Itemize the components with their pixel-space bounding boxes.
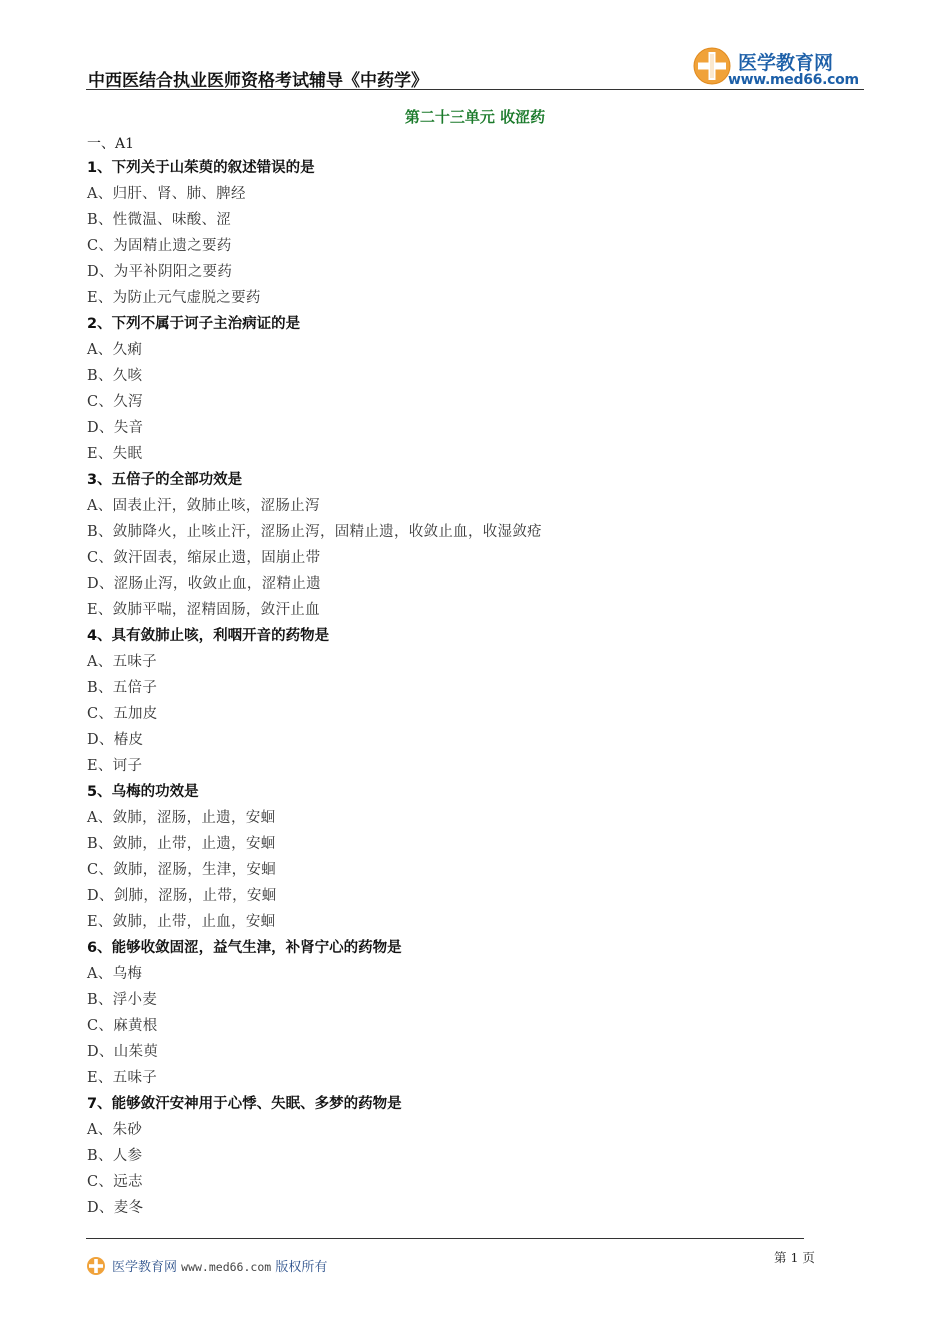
answer-option: D、为平补阴阳之要药 [87,264,233,280]
question-stem: 4、具有敛肺止咳，利咽开音的药物是 [87,628,330,644]
answer-option: B、久咳 [87,368,143,384]
answer-option: A、朱砂 [87,1122,143,1138]
answer-option: C、久泻 [87,394,143,410]
footer-logo-icon [86,1256,106,1276]
question-stem: 7、能够敛汗安神用于心悸、失眠、多梦的药物是 [87,1096,402,1112]
question-stem: 2、下列不属于诃子主治病证的是 [87,316,301,332]
answer-option: E、敛肺平喘，涩精固肠，敛汗止血 [87,602,320,618]
answer-option: E、为防止元气虚脱之要药 [87,290,261,306]
footer-rights: 版权所有 [275,1260,328,1275]
answer-option: C、敛汗固表，缩尿止遗，固崩止带 [87,550,321,566]
cross-logo-icon [692,46,732,86]
answer-option: E、敛肺，止带，止血，安蛔 [87,914,276,930]
answer-option: A、固表止汗，敛肺止咳，涩肠止泻 [87,498,320,514]
footer-divider [86,1238,804,1239]
answer-option: E、诃子 [87,758,143,774]
answer-option: D、剑肺，涩肠，止带，安蛔 [87,888,277,904]
answer-option: C、敛肺，涩肠，生津，安蛔 [87,862,276,878]
answer-option: C、五加皮 [87,706,158,722]
question-stem: 1、下列关于山茱萸的叙述错误的是 [87,160,315,176]
header-title: 中西医结合执业医师资格考试辅导《中药学》 [88,71,428,91]
answer-option: E、五味子 [87,1070,158,1086]
answer-option: A、五味子 [87,654,157,670]
answer-option: D、椿皮 [87,732,144,748]
answer-option: A、久痢 [87,342,143,358]
answer-option: B、人参 [87,1148,143,1164]
answer-option: D、麦冬 [87,1200,144,1216]
section-title: 一、A1 [87,136,135,152]
header-divider [86,89,864,90]
answer-option: A、归肝、肾、肺、脾经 [87,186,246,202]
answer-option: D、涩肠止泻，收敛止血，涩精止遗 [87,576,321,592]
question-stem: 3、五倍子的全部功效是 [87,472,243,488]
footer-url[interactable]: www.med66.com [181,1260,272,1274]
answer-option: D、失音 [87,420,144,436]
answer-option: B、浮小麦 [87,992,158,1008]
question-stem: 5、乌梅的功效是 [87,784,199,800]
answer-option: B、敛肺降火，止咳止汗，涩肠止泻，固精止遗，收敛止血，收湿敛疮 [87,524,542,540]
footer-brand: 医学教育网 [112,1260,178,1275]
question-stem: 6、能够收敛固涩，益气生津，补肾宁心的药物是 [87,940,402,956]
answer-option: B、性微温、味酸、涩 [87,212,232,228]
answer-option: C、麻黄根 [87,1018,158,1034]
logo-brand-name: 医学教育网 [738,52,834,74]
answer-option: A、乌梅 [87,966,143,982]
answer-option: E、失眠 [87,446,143,462]
logo-url: www.med66.com [728,72,859,88]
question-list [87,155,847,1221]
answer-option: B、五倍子 [87,680,158,696]
site-logo[interactable] [690,46,868,88]
unit-title: 第二十三单元 收涩药 [404,108,546,126]
answer-option: C、为固精止遗之要药 [87,238,232,254]
page-number: 第 1 页 [774,1250,815,1265]
answer-option: B、敛肺，止带，止遗，安蛔 [87,836,276,852]
answer-option: A、敛肺，涩肠，止遗，安蛔 [87,810,276,826]
answer-option: C、远志 [87,1174,143,1190]
footer-copyright [112,1256,327,1275]
answer-option: D、山茱萸 [87,1044,159,1060]
